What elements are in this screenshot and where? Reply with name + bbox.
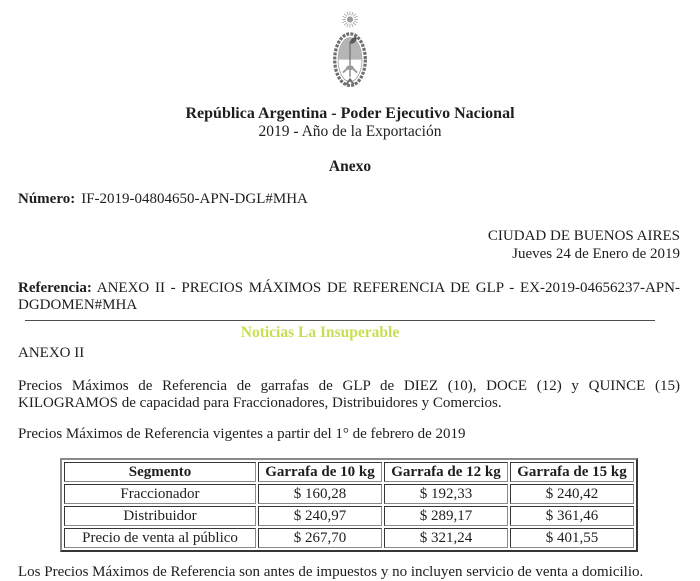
col-header-garrafa-15kg: Garrafa de 15 kg bbox=[510, 462, 634, 482]
doc-type-heading: Anexo bbox=[328, 158, 372, 175]
col-header-garrafa-12kg: Garrafa de 12 kg bbox=[384, 462, 508, 482]
cell-price: $ 321,24 bbox=[384, 528, 508, 548]
table-header-row bbox=[64, 462, 634, 482]
cell-price: $ 401,55 bbox=[510, 528, 634, 548]
table-row bbox=[64, 528, 634, 548]
watermark-text: Noticias La Insuperable bbox=[240, 324, 400, 341]
argentina-coat-of-arms-icon bbox=[321, 8, 379, 96]
paragraph-effective-date: Precios Máximos de Referencia vigentes a partir del 1° de febrero de 2019 bbox=[18, 426, 466, 442]
document-content bbox=[0, 191, 700, 581]
paragraph-scope: Precios Máximos de Referencia de garrafas de GLP de DIEZ (10), DOCE (12) y QUINCE (15) KILOGRAMOS de capacidad para Fraccionadores, Distribuidores y Comercios. bbox=[18, 378, 680, 411]
numero-line bbox=[18, 191, 680, 208]
date-line: Jueves 24 de Enero de 2019 bbox=[512, 246, 680, 262]
table-row bbox=[64, 506, 634, 526]
col-header-garrafa-10kg: Garrafa de 10 kg bbox=[258, 462, 382, 482]
referencia-value: ANEXO II - PRECIOS MÁXIMOS DE REFERENCIA DE GLP - EX-2019-04656237-APN-DGDOMEN#MHA bbox=[18, 280, 680, 313]
prices-table bbox=[60, 458, 638, 552]
numero-value: IF-2019-04804650-APN-DGL#MHA bbox=[81, 191, 308, 207]
cell-price: $ 289,17 bbox=[384, 506, 508, 526]
cell-price: $ 160,28 bbox=[258, 484, 382, 504]
cell-segment: Distribuidor bbox=[64, 506, 256, 526]
referencia-line bbox=[18, 280, 680, 314]
divider-rule bbox=[25, 320, 655, 321]
place-date-block bbox=[18, 227, 680, 263]
cell-segment: Fraccionador bbox=[64, 484, 256, 504]
col-header-segment: Segmento bbox=[64, 462, 256, 482]
city-line: CIUDAD DE BUENOS AIRES bbox=[487, 228, 680, 244]
crest-container bbox=[0, 0, 700, 101]
cell-price: $ 240,97 bbox=[258, 506, 382, 526]
year-motto: 2019 - Año de la Exportación bbox=[258, 123, 442, 140]
cell-price: $ 240,42 bbox=[510, 484, 634, 504]
cell-segment: Precio de venta al público bbox=[64, 528, 256, 548]
cell-price: $ 361,46 bbox=[510, 506, 634, 526]
cell-price: $ 192,33 bbox=[384, 484, 508, 504]
section-title: ANEXO II bbox=[18, 345, 85, 361]
table-row bbox=[64, 484, 634, 504]
referencia-label: Referencia: bbox=[18, 280, 92, 296]
numero-label: Número: bbox=[18, 191, 76, 207]
org-title: República Argentina - Poder Ejecutivo Nacional bbox=[185, 105, 515, 122]
footnote-text: Los Precios Máximos de Referencia son antes de impuestos y no incluyen servicio de venta a domicilio. bbox=[18, 563, 644, 580]
cell-price: $ 267,70 bbox=[258, 528, 382, 548]
